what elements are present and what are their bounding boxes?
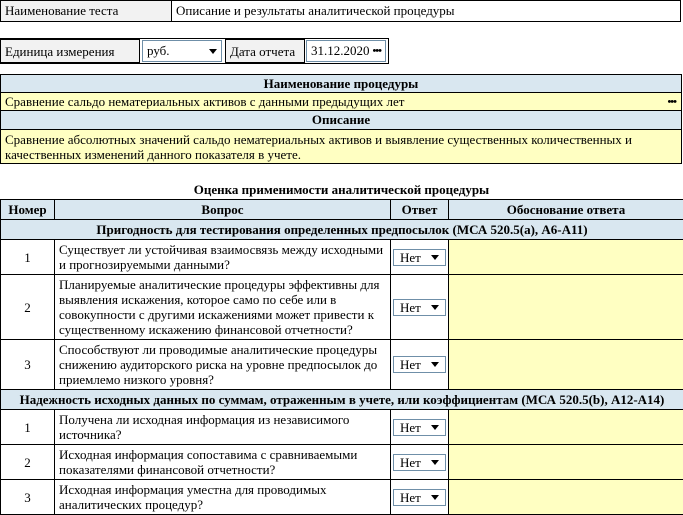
row-question: Планируемые аналитические процедуры эффективны для выявления искажения, которое само по себе или в совокупности с другими искажениями может привести к существенному искажению финансовой отчетности? xyxy=(55,275,391,340)
answer-value: Нет xyxy=(400,357,421,372)
chevron-down-icon xyxy=(431,305,439,310)
answer-select[interactable] xyxy=(393,249,446,266)
answer-select[interactable] xyxy=(393,356,446,373)
procedure-name-value: Сравнение сальдо нематериальных активов с данными предыдущих лет xyxy=(5,94,404,109)
table-row xyxy=(1,240,683,275)
answer-select[interactable] xyxy=(393,419,446,436)
unit-select-value: руб. xyxy=(147,43,170,59)
row-number: 1 xyxy=(1,240,55,275)
unit-select[interactable] xyxy=(142,40,222,62)
ellipsis-icon[interactable]: ••• xyxy=(667,95,676,109)
justification-input[interactable] xyxy=(449,445,683,480)
chevron-down-icon xyxy=(431,255,439,260)
row-question: Исходная информация уместна для проводимых аналитических процедур? xyxy=(55,480,391,515)
chevron-down-icon xyxy=(431,425,439,430)
description-value[interactable]: Сравнение абсолютных значений сальдо нематериальных активов и выявление существенных количественных и качественных изменений данного показателя в учете. xyxy=(0,129,682,164)
justification-input[interactable] xyxy=(449,480,683,515)
row-number: 2 xyxy=(1,445,55,480)
justification-input[interactable] xyxy=(449,410,683,445)
answer-select[interactable] xyxy=(393,454,446,471)
col-header-number: Номер xyxy=(1,200,55,220)
col-header-justification: Обоснование ответа xyxy=(449,200,683,220)
chevron-down-icon xyxy=(431,460,439,465)
answer-select[interactable] xyxy=(393,299,446,316)
section-title: Пригодность для тестирования определенных предпосылок (МСА 520.5(a), А6-А11) xyxy=(1,220,683,240)
section-row xyxy=(1,220,683,240)
assessment-table xyxy=(0,199,683,515)
justification-input[interactable] xyxy=(449,340,683,390)
answer-value: Нет xyxy=(400,250,421,265)
table-row xyxy=(1,410,683,445)
test-name-label: Наименование теста xyxy=(0,0,172,22)
test-name-value: Описание и результаты аналитической процедуры xyxy=(171,0,681,22)
row-question: Исходная информация сопоставима с сравниваемыми показателями финансовой отчетности? xyxy=(55,445,391,480)
justification-input[interactable] xyxy=(449,240,683,275)
section-row xyxy=(1,390,683,410)
assessment-title: Оценка применимости аналитической процедуры xyxy=(0,182,683,198)
date-label: Дата отчета xyxy=(225,39,305,63)
answer-value: Нет xyxy=(400,455,421,470)
chevron-down-icon xyxy=(431,362,439,367)
ellipsis-icon: ••• xyxy=(372,45,381,57)
answer-value: Нет xyxy=(400,420,421,435)
table-header-row xyxy=(1,200,683,220)
section-title: Надежность исходных данных по суммам, отраженным в учете, или коэффициентам (МСА 520.5(b), А12-А14) xyxy=(1,390,683,410)
row-number: 3 xyxy=(1,480,55,515)
row-question: Получена ли исходная информация из независимого источника? xyxy=(55,410,391,445)
row-number: 1 xyxy=(1,410,55,445)
answer-value: Нет xyxy=(400,490,421,505)
answer-value: Нет xyxy=(400,300,421,315)
row-number: 3 xyxy=(1,340,55,390)
table-row xyxy=(1,445,683,480)
table-row xyxy=(1,480,683,515)
description-header: Описание xyxy=(0,110,682,130)
row-number: 2 xyxy=(1,275,55,340)
date-picker[interactable] xyxy=(306,40,386,62)
col-header-question: Вопрос xyxy=(55,200,391,220)
row-question: Способствуют ли проводимые аналитические процедуры снижению аудиторского риска на уровне предпосылок до приемлемо низкого уровня? xyxy=(55,340,391,390)
table-row xyxy=(1,340,683,390)
row-question: Существует ли устойчивая взаимосвязь между исходными и прогнозируемыми данными? xyxy=(55,240,391,275)
justification-input[interactable] xyxy=(449,275,683,340)
unit-label: Единица измерения xyxy=(0,39,140,63)
table-row xyxy=(1,275,683,340)
col-header-answer: Ответ xyxy=(391,200,449,220)
procedure-name-field[interactable] xyxy=(0,92,682,111)
chevron-down-icon xyxy=(431,495,439,500)
procedure-name-header: Наименование процедуры xyxy=(0,74,682,93)
date-value: 31.12.2020 xyxy=(311,43,370,59)
chevron-down-icon xyxy=(209,49,217,54)
